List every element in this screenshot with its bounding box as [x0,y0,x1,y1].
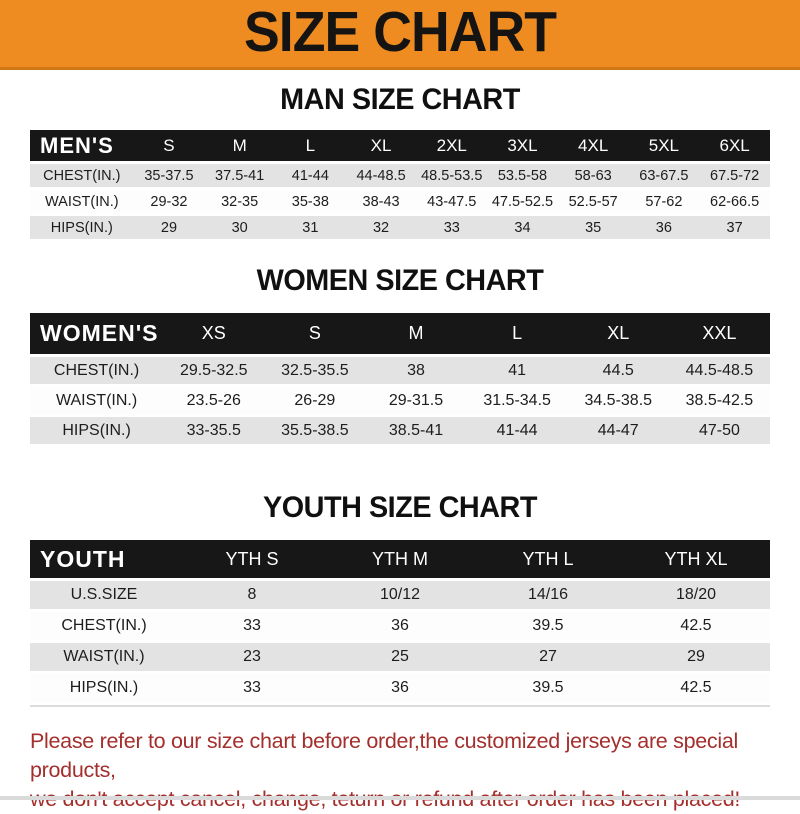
measurement-value: 29-32 [134,190,205,213]
measurement-value: 36 [326,612,474,640]
measurement-value: 62-66.5 [699,190,770,213]
measurement-value: 30 [204,216,275,239]
size-column-header: YTH L [474,540,622,578]
measurement-value: 44-47 [568,417,669,444]
measurement-row-label: HIPS(IN.) [30,216,134,239]
measurement-value: 47.5-52.5 [487,190,558,213]
youth-header-label: YOUTH [30,540,178,578]
youth-chest-row [30,612,770,640]
women-header-row [30,313,770,354]
measurement-value: 25 [326,643,474,671]
measurement-value: 35-38 [275,190,346,213]
measurement-value: 38.5-41 [365,417,466,444]
measurement-value: 47-50 [669,417,770,444]
measurement-value: 53.5-58 [487,164,558,187]
men-header-row [30,130,770,161]
youth-size-section [0,447,800,707]
measurement-value: 32.5-35.5 [264,357,365,384]
measurement-value: 31.5-34.5 [467,387,568,414]
youth-waist-row [30,643,770,671]
measurement-value: 33 [178,612,326,640]
size-column-header: 3XL [487,130,558,161]
size-column-header: XS [163,313,264,354]
size-column-header: YTH M [326,540,474,578]
bottom-divider [0,796,800,800]
measurement-value: 14/16 [474,581,622,609]
measurement-value: 41 [467,357,568,384]
measurement-value: 63-67.5 [629,164,700,187]
measurement-value: 44-48.5 [346,164,417,187]
measurement-value: 58-63 [558,164,629,187]
measurement-value: 35-37.5 [134,164,205,187]
measurement-value: 67.5-72 [699,164,770,187]
measurement-value: 18/20 [622,581,770,609]
measurement-value: 41-44 [467,417,568,444]
measurement-value: 27 [474,643,622,671]
women-size-section [0,242,800,447]
measurement-value: 29-31.5 [365,387,466,414]
size-column-header: 5XL [629,130,700,161]
measurement-value: 37.5-41 [204,164,275,187]
men-waist-row [30,190,770,213]
measurement-value: 38-43 [346,190,417,213]
size-column-header: L [467,313,568,354]
men-section-heading: MAN SIZE CHART [280,83,520,116]
measurement-row-label: WAIST(IN.) [30,643,178,671]
men-hips-row [30,216,770,239]
measurement-row-label: HIPS(IN.) [30,674,178,702]
measurement-value: 42.5 [622,674,770,702]
size-column-header: 4XL [558,130,629,161]
measurement-value: 26-29 [264,387,365,414]
measurement-value: 23 [178,643,326,671]
size-column-header: XL [346,130,417,161]
measurement-value: 48.5-53.5 [416,164,487,187]
youth-hips-row [30,674,770,702]
measurement-value: 44.5-48.5 [669,357,770,384]
men-size-table [30,127,770,242]
size-column-header: YTH XL [622,540,770,578]
men-header-label: MEN'S [30,130,134,161]
size-chart-banner [0,0,800,70]
measurement-value: 34.5-38.5 [568,387,669,414]
measurement-row-label: HIPS(IN.) [30,417,163,444]
size-column-header: 6XL [699,130,770,161]
size-column-header: XL [568,313,669,354]
measurement-value: 43-47.5 [416,190,487,213]
measurement-value: 31 [275,216,346,239]
measurement-value: 23.5-26 [163,387,264,414]
measurement-row-label: CHEST(IN.) [30,357,163,384]
measurement-value: 42.5 [622,612,770,640]
men-chest-row [30,164,770,187]
size-column-header: XXL [669,313,770,354]
size-column-header: 2XL [416,130,487,161]
measurement-value: 35 [558,216,629,239]
size-column-header: YTH S [178,540,326,578]
measurement-value: 37 [699,216,770,239]
measurement-value: 29.5-32.5 [163,357,264,384]
youth-section-heading: YOUTH SIZE CHART [263,491,537,524]
measurement-value: 29 [622,643,770,671]
measurement-value: 36 [326,674,474,702]
measurement-value: 57-62 [629,190,700,213]
measurement-value: 34 [487,216,558,239]
measurement-value: 33 [416,216,487,239]
measurement-value: 32-35 [204,190,275,213]
measurement-value: 44.5 [568,357,669,384]
women-header-label: WOMEN'S [30,313,163,354]
measurement-value: 36 [629,216,700,239]
youth-ussize-row [30,581,770,609]
measurement-row-label: CHEST(IN.) [30,612,178,640]
size-column-header: S [264,313,365,354]
size-column-header: M [204,130,275,161]
youth-header-row [30,540,770,578]
women-waist-row [30,387,770,414]
measurement-value: 32 [346,216,417,239]
measurement-value: 41-44 [275,164,346,187]
women-size-table [30,310,770,447]
measurement-value: 38 [365,357,466,384]
men-size-section [0,70,800,242]
measurement-row-label: WAIST(IN.) [30,387,163,414]
measurement-value: 8 [178,581,326,609]
measurement-value: 38.5-42.5 [669,387,770,414]
measurement-value: 10/12 [326,581,474,609]
youth-size-table [30,537,770,707]
measurement-value: 52.5-57 [558,190,629,213]
warning-line-1: Please refer to our size chart before order,the customized jerseys are special products, [30,729,738,782]
order-warning-note [30,727,772,814]
measurement-value: 33 [178,674,326,702]
measurement-row-label: CHEST(IN.) [30,164,134,187]
banner-title: SIZE CHART [243,0,557,64]
measurement-value: 39.5 [474,674,622,702]
size-column-header: L [275,130,346,161]
women-hips-row [30,417,770,444]
women-chest-row [30,357,770,384]
measurement-row-label: U.S.SIZE [30,581,178,609]
size-column-header: S [134,130,205,161]
measurement-value: 39.5 [474,612,622,640]
women-section-heading: WOMEN SIZE CHART [256,264,544,297]
measurement-value: 29 [134,216,205,239]
size-column-header: M [365,313,466,354]
measurement-value: 33-35.5 [163,417,264,444]
measurement-row-label: WAIST(IN.) [30,190,134,213]
measurement-value: 35.5-38.5 [264,417,365,444]
